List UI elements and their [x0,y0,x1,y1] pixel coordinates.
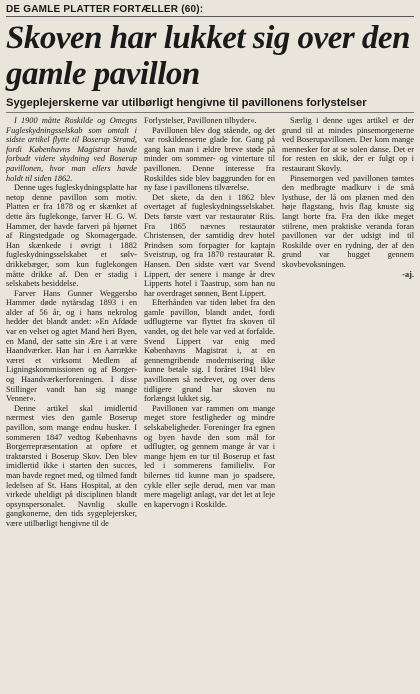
paragraph: Pavillonen var rammen om mange meget store festligheder og mindre selskabeligheder. Foreninger fra egnen og byen havde den som mål for udflugter, og gennem mange år var i mange hjem en tur til Boserup et fast led i sommerens familieliv. For bilernes tid kunne man jo spadsere, cykle eller sejle derud, men var man mere mageligt anlagt, var det let at leje en kapervogn i Roskilde. [144,403,275,509]
paragraph: Farver Hans Gunner Weggersbo Hammer døde nytårsdag 1893 i en alder af 56 år, og i hans nekrolog hedder det blandt andet: »En Afdøde var en velset og agtet Mand heri Byen, en Mand, der satte sin Ære i at være Haandværker. Han har i en Aarrække været et virksomt Medlem af Ligningskommissionen og af Borger- og Haandværkerforeningen. I disse Stillinger vandt han sig mange Venner«. [6,288,137,404]
subheadline: Sygeplejerskerne var utilbørligt hengivne til pavillonens forlystelser [6,97,367,109]
intro-paragraph: I 1900 måtte Roskilde og Omegns Fugleskydningsselskab som omtalt i sidste artikel flytte til Boserup Strand, fordi Københavns Magistrat havde forbudt videre skydning ved Boserup pavillonen, hvor man ellers havde holdt til siden 1862. [6,116,137,183]
divider [6,112,414,113]
paragraph: Pavillonen blev dog stående, og det var roskildenserne glade for. Gang på gang kan man i ældre breve støde på minder om sommer- og vinterture til pavillonen. Denne interesse fra Roskildes side blev baggrunden for en ny fase i pavillonens tilværelse. [144,125,275,193]
author-signature: -aj. [402,269,414,279]
text-column-2 [144,116,275,690]
headline: Skoven har lukket sig over den gamle pavillon [6,20,410,92]
paragraph: Forlystelser, Pavillonen tilbyder«. [144,116,257,125]
series-kicker: DE GAMLE PLATTER FORTÆLLER (60): [6,4,414,17]
text-column-3 [282,116,414,416]
paragraph: Pinsemorgen ved pavillonen tømtes den medbragte madkurv i de små lysthuse, der lå om plænen med den høje flagstang, hvis flag knuste sig langt borte fra. Fra den ikke meget stilrene, men praktiske veranda foran pavillonen var der udsigt ind til Roskilde over en rydning, der af den grund var hugget gennem skovbevoksningen. [282,173,414,269]
paragraph: Denne artikel skal imidlertid nærmest vies den gamle Boserup pavillon, som mange endnu husker. I sommeren 1847 vedtog Københavns Borgerrepræsentation at opføre et traktørsted i Boserup Skov. Den blev imidlertid ikke i starten den succes, man havde regnet med, og tilmed fandt ledelsen af St. Hans Hospital, at den virkede uheldigt på disciplinen blandt opsynspersonalet. Navnlig skulle gangkonerne, den tids sygeplejersker, være utilbørligt hengivne til de [6,403,137,528]
paragraph: Efterhånden var tiden løbet fra den gamle pavillon, blandt andet, fordi udflugterne var flyttet fra skoven til vandet, og det hele var ved at forfalde. Svend Lippert var enig med Københavns Magistrat i, at en gennemgribende modernisering ikke kunne betale sig. I foråret 1941 blev pavillonen så nedrevet, og over dens tidligere grund har skoven nu forlængst lukket sig. [144,298,275,404]
text-column-1 [6,116,137,690]
paragraph: Denne uges fugleskydningsplatte har netop denne pavillon som motiv. Platten er fra 1878 og er skænket af dette års fuglekonge, farver H. G. W. Hammer, der havde farveri på hjørnet af Ringstedgade og Skomagergade. Han skænkede i øvrigt i 1882 fugleskydningsselskabet et sølv-drikkebæger, som kun fuglekongen måtte drikke af. Den er stadig i selskabets besiddelse. [6,183,137,289]
paragraph: Det skete, da den i 1862 blev overtaget af fugleskydningsselskabet. Dets første vært var restauratør Riis. Fra 1865 nævnes restauratør Christensen, der samtidig drev hotel Prindsen som forpagter for kaptajn Sveistrup, og fra 1870 restauratør R. Hansen. Den sidste vært var Svend Lippert, der senere i mange år drev Lipperts hotel i Taastrup, som han nu har overdraget sønnen, Bent Lippert. [144,192,275,298]
paragraph: Særlig i denne uges artikel er der grund til at mindes pinsemorgenerne ved Boserupavillonen. Der kom mange mennesker for at se solen danse. Det er for resten en skik, der er fulgt op i restaurant Skovly. [282,116,414,173]
